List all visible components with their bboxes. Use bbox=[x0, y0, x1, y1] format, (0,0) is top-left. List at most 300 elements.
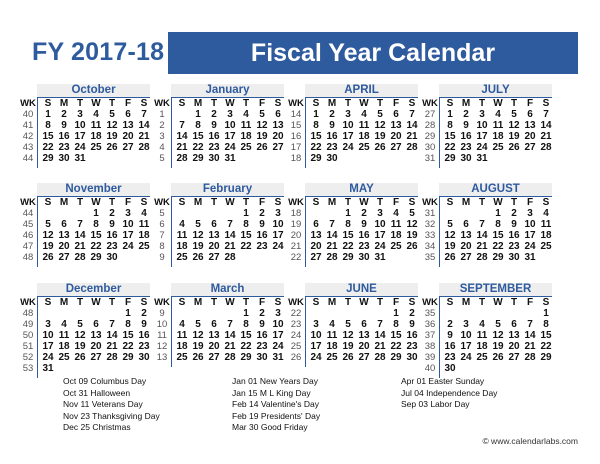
holiday-item bbox=[232, 411, 320, 423]
weekday-label: S bbox=[312, 197, 320, 208]
day-cell: 19 bbox=[374, 131, 386, 142]
weekday-label: M bbox=[193, 197, 203, 208]
day-cell: 7 bbox=[227, 319, 233, 330]
week-number: 11 bbox=[157, 330, 167, 341]
weekday-label: F bbox=[526, 197, 534, 208]
day-cell: 12 bbox=[74, 330, 86, 341]
week-number: 5 bbox=[159, 208, 165, 219]
day-cell: 1 bbox=[447, 109, 453, 120]
week-number: 47 bbox=[22, 241, 34, 252]
day-cell: 12 bbox=[508, 120, 520, 131]
weekday-header-row bbox=[20, 197, 150, 208]
day-cell: 26 bbox=[256, 142, 268, 153]
day-cell: 1 bbox=[243, 308, 249, 319]
day-cell: 13 bbox=[390, 120, 402, 131]
weekday-label: M bbox=[327, 98, 337, 109]
day-cell: 14 bbox=[224, 330, 236, 341]
holiday-item bbox=[401, 388, 497, 400]
calendar-banner bbox=[168, 32, 578, 74]
day-cell: 15 bbox=[90, 230, 102, 241]
weekday-label: S bbox=[408, 197, 416, 208]
day-cell: 29 bbox=[342, 252, 354, 263]
week-number: 1 bbox=[159, 109, 165, 120]
day-cell: 30 bbox=[138, 352, 150, 363]
day-cell: 27 bbox=[390, 142, 402, 153]
holiday-name: Presidents' Day bbox=[260, 410, 321, 421]
day-cell: 9 bbox=[211, 120, 217, 131]
day-cell: 6 bbox=[211, 319, 217, 330]
day-cell: 13 bbox=[524, 120, 536, 131]
day-cell: 24 bbox=[42, 352, 54, 363]
weekday-label: T bbox=[510, 297, 518, 308]
day-cell: 28 bbox=[524, 352, 536, 363]
day-cell: 10 bbox=[224, 120, 236, 131]
week-row bbox=[20, 219, 150, 230]
day-cell: 21 bbox=[326, 241, 338, 252]
weekday-label: S bbox=[178, 297, 186, 308]
day-cell: 17 bbox=[524, 230, 536, 241]
week-number: 12 bbox=[156, 341, 168, 352]
day-cell: 6 bbox=[313, 219, 319, 230]
holiday-name: M L King Day bbox=[259, 387, 311, 398]
week-number: 36 bbox=[424, 319, 436, 330]
weekday-label: S bbox=[44, 297, 52, 308]
day-cell: 8 bbox=[243, 219, 249, 230]
week-number-header: WK bbox=[422, 297, 438, 308]
day-cell: 15 bbox=[444, 131, 456, 142]
month-name: SEPTEMBER bbox=[439, 283, 552, 296]
day-cell: 9 bbox=[447, 330, 453, 341]
day-cell: 13 bbox=[508, 330, 520, 341]
day-cell: 5 bbox=[195, 219, 201, 230]
holiday-date: Mar 30 bbox=[232, 422, 259, 432]
day-cell: 5 bbox=[259, 109, 265, 120]
day-cell: 19 bbox=[342, 341, 354, 352]
week-number: 22 bbox=[290, 308, 302, 319]
day-cell: 5 bbox=[109, 109, 115, 120]
week-number: 48 bbox=[22, 308, 34, 319]
day-cell: 9 bbox=[61, 120, 67, 131]
week-row bbox=[422, 120, 552, 131]
weekday-label: S bbox=[274, 98, 282, 109]
week-number: 17 bbox=[290, 142, 302, 153]
week-number: 5 bbox=[159, 153, 165, 164]
day-cell: 23 bbox=[106, 241, 118, 252]
week-number: 23 bbox=[290, 319, 302, 330]
weekday-label: M bbox=[59, 197, 69, 208]
day-cell: 17 bbox=[476, 131, 488, 142]
day-cell: 10 bbox=[42, 330, 54, 341]
day-cell: 11 bbox=[476, 330, 488, 341]
day-cell: 24 bbox=[342, 142, 354, 153]
weekday-label: T bbox=[478, 98, 486, 109]
day-cell: 12 bbox=[342, 330, 354, 341]
day-cell: 13 bbox=[272, 120, 284, 131]
week-number: 28 bbox=[424, 120, 436, 131]
week-row bbox=[154, 219, 284, 230]
day-cell: 25 bbox=[90, 142, 102, 153]
day-cell: 22 bbox=[240, 341, 252, 352]
week-row bbox=[20, 109, 150, 120]
day-cell: 10 bbox=[524, 219, 536, 230]
week-number: 37 bbox=[424, 330, 436, 341]
day-cell: 13 bbox=[90, 330, 102, 341]
day-cell: 30 bbox=[326, 153, 338, 164]
day-cell: 25 bbox=[540, 241, 552, 252]
day-cell: 9 bbox=[361, 219, 367, 230]
day-cell: 24 bbox=[272, 341, 284, 352]
day-cell: 3 bbox=[527, 208, 533, 219]
week-row bbox=[20, 131, 150, 142]
day-cell: 13 bbox=[310, 230, 322, 241]
day-cell: 14 bbox=[540, 120, 552, 131]
holiday-date: Jul 04 bbox=[401, 387, 424, 398]
day-cell: 20 bbox=[208, 241, 220, 252]
day-cell: 1 bbox=[313, 109, 319, 120]
day-cell: 14 bbox=[106, 330, 118, 341]
weekday-label: F bbox=[392, 197, 400, 208]
day-cell: 23 bbox=[138, 341, 150, 352]
day-cell: 16 bbox=[256, 330, 268, 341]
day-cell: 12 bbox=[406, 219, 418, 230]
day-cell: 2 bbox=[447, 319, 453, 330]
day-cell: 19 bbox=[406, 230, 418, 241]
week-row bbox=[422, 208, 552, 219]
weekday-label: S bbox=[274, 197, 282, 208]
holiday-name: Valentine's Day bbox=[260, 399, 320, 409]
week-row bbox=[288, 120, 418, 131]
weekday-label: M bbox=[193, 297, 203, 308]
day-cell: 17 bbox=[310, 341, 322, 352]
holiday-item bbox=[401, 376, 497, 388]
holiday-date: Oct 31 bbox=[63, 387, 89, 398]
week-number: 9 bbox=[159, 252, 165, 263]
day-cell: 31 bbox=[476, 153, 488, 164]
month-name: January bbox=[171, 84, 284, 97]
week-row bbox=[288, 308, 418, 319]
day-cell: 18 bbox=[390, 230, 402, 241]
week-row bbox=[288, 352, 418, 363]
day-cell: 19 bbox=[492, 341, 504, 352]
week-number-header: WK bbox=[154, 197, 170, 208]
weekday-label: M bbox=[461, 98, 471, 109]
day-cell: 3 bbox=[125, 208, 131, 219]
day-cell: 18 bbox=[176, 341, 188, 352]
weekday-header-row bbox=[422, 98, 552, 109]
week-row bbox=[422, 153, 552, 164]
day-cell: 30 bbox=[208, 153, 220, 164]
weekday-label: F bbox=[392, 98, 400, 109]
day-cell: 22 bbox=[540, 341, 552, 352]
day-cell: 28 bbox=[326, 252, 338, 263]
week-number: 52 bbox=[22, 352, 34, 363]
holiday-item bbox=[232, 399, 320, 411]
day-cell: 28 bbox=[224, 252, 236, 263]
day-cell: 15 bbox=[390, 330, 402, 341]
day-cell: 20 bbox=[90, 341, 102, 352]
week-row bbox=[154, 252, 284, 263]
weekday-label: T bbox=[344, 98, 352, 109]
week-row bbox=[422, 352, 552, 363]
day-cell: 3 bbox=[227, 109, 233, 120]
day-cell: 15 bbox=[240, 230, 252, 241]
weekday-label: W bbox=[91, 297, 101, 308]
day-cell: 17 bbox=[342, 131, 354, 142]
weekday-label: W bbox=[359, 98, 369, 109]
weekday-label: F bbox=[124, 197, 132, 208]
weekday-label: T bbox=[210, 98, 218, 109]
week-row bbox=[288, 241, 418, 252]
day-cell: 14 bbox=[374, 330, 386, 341]
weekday-header-row bbox=[422, 197, 552, 208]
day-cell: 8 bbox=[447, 120, 453, 131]
month-name: October bbox=[37, 84, 150, 97]
day-cell: 6 bbox=[527, 109, 533, 120]
week-number: 19 bbox=[290, 219, 302, 230]
day-cell: 30 bbox=[256, 352, 268, 363]
week-number: 30 bbox=[424, 142, 436, 153]
weekday-label: T bbox=[478, 197, 486, 208]
week-row bbox=[20, 142, 150, 153]
day-cell: 6 bbox=[393, 109, 399, 120]
day-cell: 20 bbox=[272, 131, 284, 142]
day-cell: 18 bbox=[176, 241, 188, 252]
holiday-item bbox=[63, 422, 160, 434]
day-cell: 8 bbox=[93, 219, 99, 230]
week-row bbox=[422, 363, 552, 374]
day-cell: 21 bbox=[74, 241, 86, 252]
week-row bbox=[154, 142, 284, 153]
day-cell: 18 bbox=[476, 341, 488, 352]
week-row bbox=[20, 252, 150, 263]
week-row bbox=[288, 142, 418, 153]
weekday-label: T bbox=[510, 197, 518, 208]
day-cell: 23 bbox=[58, 142, 70, 153]
weekday-label: W bbox=[493, 98, 503, 109]
weekday-label: S bbox=[446, 297, 454, 308]
weekday-label: S bbox=[140, 197, 148, 208]
day-cell: 26 bbox=[342, 352, 354, 363]
day-cell: 3 bbox=[275, 308, 281, 319]
week-row bbox=[20, 319, 150, 330]
day-cell: 7 bbox=[227, 219, 233, 230]
day-cell: 17 bbox=[224, 131, 236, 142]
weekday-label: W bbox=[91, 197, 101, 208]
week-number-header: WK bbox=[20, 297, 36, 308]
day-cell: 11 bbox=[58, 330, 70, 341]
week-number: 31 bbox=[424, 153, 436, 164]
month-name: December bbox=[37, 283, 150, 296]
weekday-label: M bbox=[327, 197, 337, 208]
day-cell: 18 bbox=[492, 131, 504, 142]
day-cell: 4 bbox=[479, 319, 485, 330]
day-cell: 6 bbox=[511, 319, 517, 330]
week-number: 40 bbox=[424, 363, 436, 374]
day-cell: 23 bbox=[406, 341, 418, 352]
day-cell: 18 bbox=[326, 341, 338, 352]
day-cell: 22 bbox=[42, 142, 54, 153]
day-cell: 24 bbox=[224, 142, 236, 153]
week-row bbox=[288, 219, 418, 230]
day-cell: 23 bbox=[208, 142, 220, 153]
weekday-label: W bbox=[225, 98, 235, 109]
weekday-label: S bbox=[274, 297, 282, 308]
week-number: 4 bbox=[159, 142, 165, 153]
week-number: 6 bbox=[159, 219, 165, 230]
day-cell: 21 bbox=[224, 341, 236, 352]
week-row bbox=[20, 308, 150, 319]
day-cell: 3 bbox=[377, 208, 383, 219]
week-row bbox=[154, 241, 284, 252]
day-cell: 16 bbox=[106, 230, 118, 241]
week-row bbox=[422, 142, 552, 153]
day-cell: 28 bbox=[74, 252, 86, 263]
day-cell: 31 bbox=[224, 153, 236, 164]
weekday-label: S bbox=[408, 297, 416, 308]
day-cell: 29 bbox=[540, 352, 552, 363]
week-number: 44 bbox=[22, 208, 34, 219]
day-cell: 29 bbox=[390, 352, 402, 363]
day-cell: 1 bbox=[243, 208, 249, 219]
day-cell: 19 bbox=[74, 341, 86, 352]
banner-title: Fiscal Year Calendar bbox=[250, 38, 496, 67]
day-cell: 7 bbox=[77, 219, 83, 230]
week-row bbox=[288, 341, 418, 352]
day-cell: 14 bbox=[406, 120, 418, 131]
month-name: November bbox=[37, 183, 150, 196]
week-number: 29 bbox=[424, 131, 436, 142]
day-cell: 28 bbox=[138, 142, 150, 153]
holiday-item bbox=[63, 411, 160, 423]
holiday-date: Oct 09 bbox=[63, 376, 89, 386]
holiday-column bbox=[232, 376, 320, 434]
day-cell: 20 bbox=[460, 241, 472, 252]
day-cell: 21 bbox=[540, 131, 552, 142]
week-row bbox=[20, 208, 150, 219]
day-cell: 29 bbox=[240, 352, 252, 363]
week-row bbox=[422, 219, 552, 230]
day-cell: 4 bbox=[61, 319, 67, 330]
holiday-item bbox=[232, 388, 320, 400]
day-cell: 26 bbox=[42, 252, 54, 263]
weekday-label: S bbox=[312, 98, 320, 109]
day-cell: 7 bbox=[527, 319, 533, 330]
week-row bbox=[20, 363, 150, 374]
weekday-label: T bbox=[242, 197, 250, 208]
weekday-header-row bbox=[154, 297, 284, 308]
week-number-header: WK bbox=[20, 197, 36, 208]
weekday-header-row bbox=[20, 98, 150, 109]
week-number: 32 bbox=[424, 219, 436, 230]
week-number: 40 bbox=[22, 109, 34, 120]
day-cell: 23 bbox=[256, 241, 268, 252]
day-cell: 28 bbox=[540, 142, 552, 153]
weekday-label: T bbox=[108, 98, 116, 109]
day-cell: 8 bbox=[495, 219, 501, 230]
month-name: March bbox=[171, 283, 284, 296]
day-cell: 29 bbox=[90, 252, 102, 263]
day-cell: 26 bbox=[492, 352, 504, 363]
day-cell: 30 bbox=[406, 352, 418, 363]
week-number-header: WK bbox=[422, 98, 438, 109]
week-row bbox=[154, 319, 284, 330]
week-row bbox=[154, 308, 284, 319]
holiday-name: Christmas bbox=[92, 422, 131, 432]
day-cell: 13 bbox=[358, 330, 370, 341]
week-number: 39 bbox=[424, 352, 436, 363]
week-number: 20 bbox=[290, 230, 302, 241]
week-number-header: WK bbox=[288, 197, 304, 208]
holiday-item bbox=[232, 376, 320, 388]
day-cell: 8 bbox=[125, 319, 131, 330]
day-cell: 13 bbox=[208, 230, 220, 241]
weekday-label: W bbox=[493, 297, 503, 308]
day-cell: 27 bbox=[272, 142, 284, 153]
weekday-label: T bbox=[76, 297, 84, 308]
day-cell: 26 bbox=[192, 352, 204, 363]
day-cell: 23 bbox=[256, 341, 268, 352]
day-cell: 23 bbox=[358, 241, 370, 252]
day-cell: 26 bbox=[192, 252, 204, 263]
day-cell: 27 bbox=[208, 352, 220, 363]
day-cell: 9 bbox=[259, 319, 265, 330]
weekday-header-row bbox=[422, 297, 552, 308]
month-name: JUNE bbox=[305, 283, 418, 296]
day-cell: 10 bbox=[460, 330, 472, 341]
day-cell: 1 bbox=[125, 308, 131, 319]
day-cell: 16 bbox=[460, 131, 472, 142]
day-cell: 20 bbox=[390, 131, 402, 142]
holiday-date: Nov 23 bbox=[63, 410, 90, 421]
day-cell: 27 bbox=[58, 252, 70, 263]
day-cell: 23 bbox=[508, 241, 520, 252]
day-cell: 12 bbox=[42, 230, 54, 241]
day-cell: 11 bbox=[540, 219, 552, 230]
day-cell: 24 bbox=[476, 142, 488, 153]
week-number: 24 bbox=[290, 330, 302, 341]
weekday-label: W bbox=[225, 297, 235, 308]
weekday-label: T bbox=[242, 297, 250, 308]
week-number: 26 bbox=[290, 352, 302, 363]
week-row bbox=[288, 109, 418, 120]
month-name: JULY bbox=[439, 84, 552, 97]
day-cell: 2 bbox=[409, 308, 415, 319]
source-credit: © www.calendarlabs.com bbox=[482, 436, 578, 446]
day-cell: 16 bbox=[58, 131, 70, 142]
day-cell: 4 bbox=[543, 208, 549, 219]
week-number-header: WK bbox=[288, 297, 304, 308]
week-row bbox=[288, 252, 418, 263]
day-cell: 30 bbox=[460, 153, 472, 164]
holiday-item bbox=[63, 388, 160, 400]
day-cell: 3 bbox=[479, 109, 485, 120]
weekday-label: S bbox=[542, 197, 550, 208]
week-number: 44 bbox=[22, 153, 34, 164]
day-cell: 16 bbox=[208, 131, 220, 142]
day-cell: 31 bbox=[42, 363, 54, 374]
weekday-label: M bbox=[461, 197, 471, 208]
weekday-label: M bbox=[59, 98, 69, 109]
day-cell: 7 bbox=[109, 319, 115, 330]
weekday-label: M bbox=[59, 297, 69, 308]
holiday-date: Feb 14 bbox=[232, 399, 259, 409]
week-number: 34 bbox=[424, 241, 436, 252]
week-row bbox=[20, 241, 150, 252]
day-cell: 29 bbox=[444, 153, 456, 164]
week-row bbox=[20, 230, 150, 241]
day-cell: 6 bbox=[361, 319, 367, 330]
day-cell: 3 bbox=[345, 109, 351, 120]
